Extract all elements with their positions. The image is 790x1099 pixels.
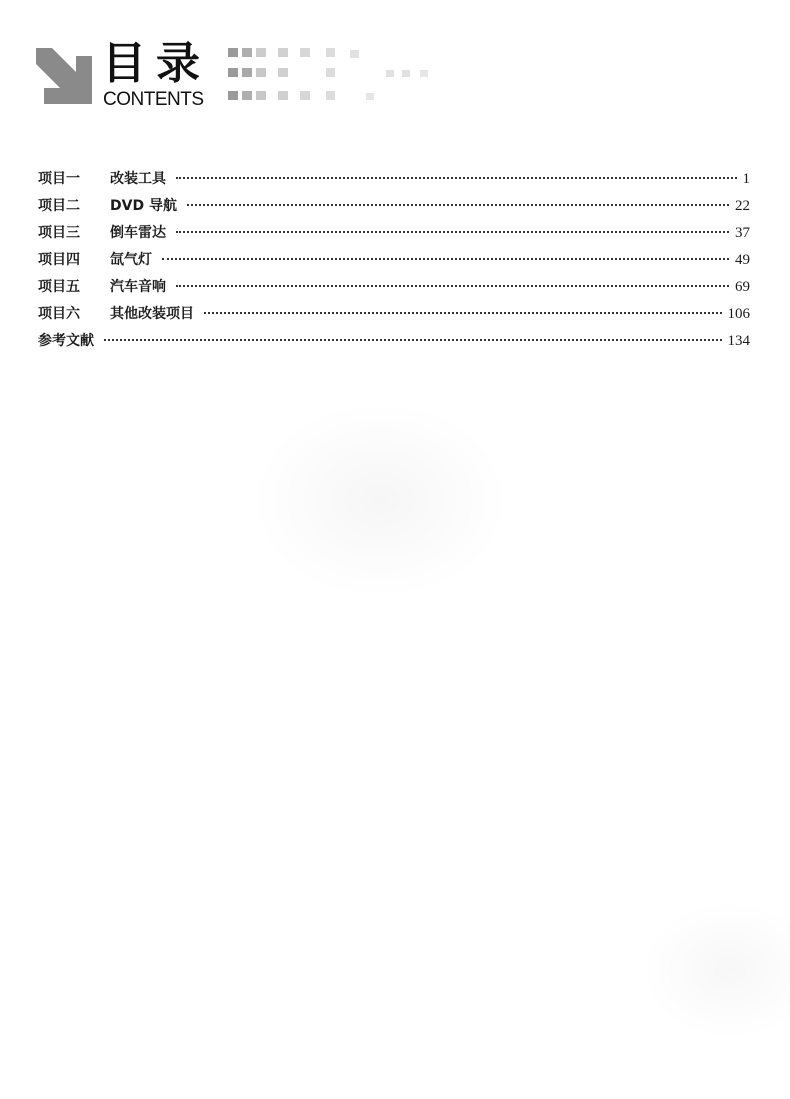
contents-header xyxy=(0,0,790,130)
table-of-contents xyxy=(38,168,750,357)
toc-dot-leader xyxy=(204,312,722,314)
toc-entry[interactable] xyxy=(38,168,750,195)
toc-dot-leader xyxy=(104,339,722,341)
toc-entry-prefix: 项目六 xyxy=(38,306,80,322)
toc-entry-page: 22 xyxy=(735,198,750,214)
toc-entry-title: 氙气灯 xyxy=(110,252,152,268)
toc-entry[interactable] xyxy=(38,276,750,303)
diagonal-arrow-icon xyxy=(36,48,94,106)
toc-entry-prefix: 项目四 xyxy=(38,252,80,268)
toc-entry-prefix: 项目二 xyxy=(38,198,80,214)
toc-entry-title: 汽车音响 xyxy=(110,279,166,295)
page-title-en: CONTENTS xyxy=(103,89,204,110)
toc-entry-references[interactable] xyxy=(38,330,750,357)
toc-dot-leader xyxy=(162,258,729,260)
toc-entry[interactable] xyxy=(38,303,750,330)
toc-dot-leader xyxy=(176,285,729,287)
pixel-pattern-decoration xyxy=(226,48,446,108)
toc-entry-page: 134 xyxy=(727,333,750,349)
toc-entry-page: 1 xyxy=(742,171,750,187)
toc-entry-prefix: 项目三 xyxy=(38,225,80,241)
toc-entry[interactable] xyxy=(38,222,750,249)
toc-entry-page: 106 xyxy=(727,306,750,322)
toc-entry[interactable] xyxy=(38,195,750,222)
toc-entry-page: 69 xyxy=(735,279,750,295)
toc-entry-title: 参考文献 xyxy=(38,333,94,349)
toc-entry-title: 改装工具 xyxy=(110,171,166,187)
paper-texture xyxy=(250,400,510,600)
toc-dot-leader xyxy=(176,177,737,179)
toc-entry-page: 37 xyxy=(735,225,750,241)
toc-entry-title: 倒车雷达 xyxy=(110,225,166,241)
page-title-cn: 目录 xyxy=(102,38,210,89)
toc-dot-leader xyxy=(187,204,729,206)
toc-dot-leader xyxy=(176,231,729,233)
paper-texture xyxy=(640,900,790,1040)
toc-entry-title: 其他改装项目 xyxy=(110,306,194,322)
toc-entry-prefix: 项目一 xyxy=(38,171,80,187)
toc-entry-page: 49 xyxy=(735,252,750,268)
toc-entry-title: DVD 导航 xyxy=(110,198,177,214)
toc-entry[interactable] xyxy=(38,249,750,276)
toc-entry-prefix: 项目五 xyxy=(38,279,80,295)
